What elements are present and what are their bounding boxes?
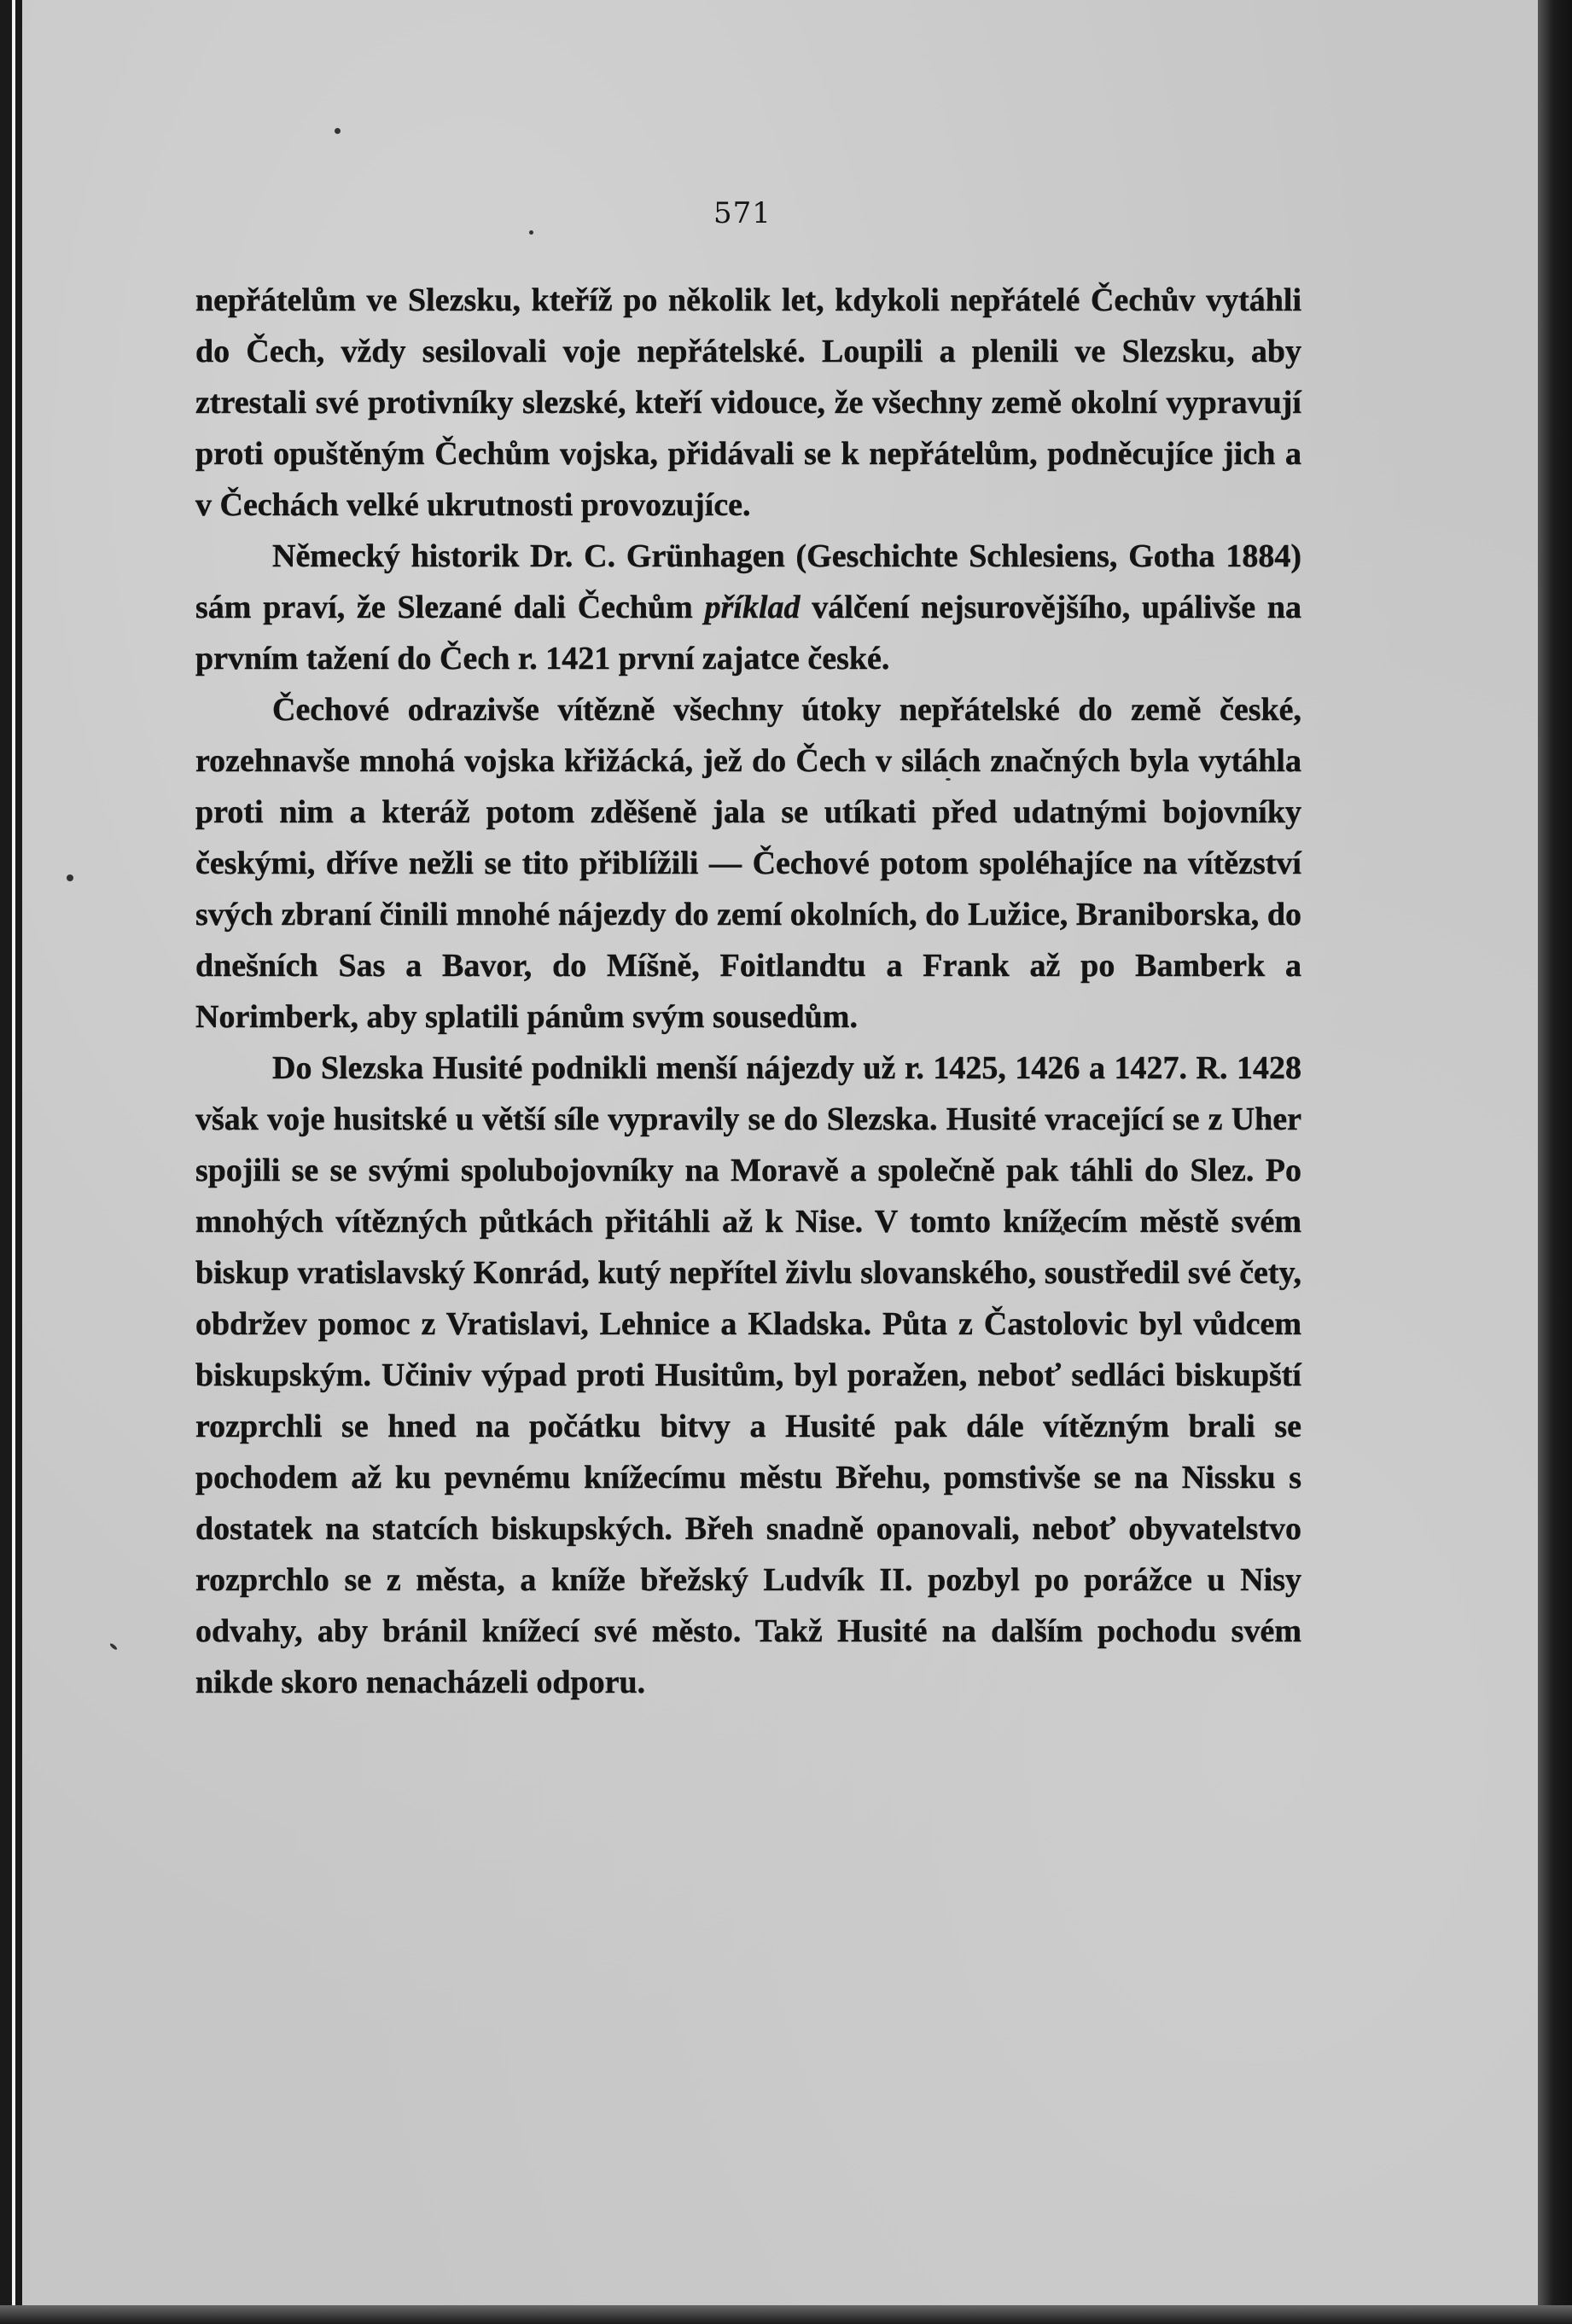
page-left-edge xyxy=(0,0,22,2324)
paragraph-text: válčení nejsurovějšího, upálivše na prvním tažení do Čech r. 1421 první zajatce české. xyxy=(195,590,1301,677)
page-bottom-edge xyxy=(0,2305,1572,2324)
scan-speck xyxy=(109,1642,118,1650)
emphasized-word: příklad xyxy=(704,590,801,625)
scan-speck xyxy=(529,230,533,235)
body-text xyxy=(195,275,1301,1708)
paragraph-text: Německý historik Dr. C. Grünhagen (Geschichte Schlesiens, Gotha 1884) sám praví, že Slezané dali Čechům xyxy=(195,538,1301,625)
page-left-edge-highlight xyxy=(12,0,15,2324)
scan-speck xyxy=(335,128,341,134)
page-right-edge xyxy=(1538,0,1572,2324)
paragraph-grunhagen xyxy=(195,531,1301,684)
page-number: 571 xyxy=(713,196,771,230)
paragraph-silesia-campaign: Do Slezska Husité podnikli menší nájezdy už r. 1425, 1426 a 1427. R. 1428 však voje husitské u větší síle vypravily se do Slezska. Husité vracející se z Uher spojili se se svými spolubojovníky na Moravě a společně pak táhli do Slez. Po mnohých vítězných půtkách přitáhli až k Nise. V tomto knížecím městě svém biskup vratislavský Konrád, kutý nepřítel živlu slovanského, soustředil své čety, obdržev pomoc z Vratislavi, Lehnice a Kladska. Půta z Častolovic byl vůdcem biskupským. Učiniv výpad proti Husitům, byl poražen, neboť sedláci biskupští rozprchli se hned na počátku bitvy a Husité pak dále vítězným brali se pochodem až ku pevnému knížecímu městu Břehu, pomstivše se na Nissku s dostatek na statcích biskupských. Břeh snadně opanovali, neboť obyvatelstvo rozprchlo se z města, a kníže břežský Ludvík II. pozbyl po porážce u Nisy odvahy, aby bránil knížecí své město. Takž Husité na dalším pochodu svém nikde skoro nenacházeli odporu. xyxy=(195,1050,1301,1700)
scan-speck xyxy=(67,874,73,881)
paragraph-czech-raids: Čechové odrazivše vítězně všechny útoky nepřátelské do země české, rozehnavše mnohá vojska křižácká, jež do Čech v silách značných byla vytáhla proti nim a kteráž potom zděšeně jala se utíkati před udatnými bojovníky českými, dříve nežli se tito přiblížili — Čechové potom spoléhajíce na vítězství svých zbraní činili mnohé nájezdy do zemí okolních, do Lužice, Braniborska, do dnešních Sas a Bavor, do Míšně, Foitlandtu a Frank až po Bamberk a Norimberk, aby splatili pánům svým sousedům. xyxy=(195,692,1301,1035)
paragraph-continuation: nepřátelům ve Slezsku, kteříž po několik let, kdykoli nepřátelé Čechův vytáhli do Čech, vždy sesilovali voje nepřátelské. Loupili a plenili ve Slezsku, aby ztrestali své protivníky slezské, kteří vidouce, že všechny země okolní vypravují proti opuštěným Čechům vojska, přidávali se k nepřátelům, podněcujíce jich a v Čechách velké ukrutnosti provozujíce. xyxy=(195,282,1301,523)
